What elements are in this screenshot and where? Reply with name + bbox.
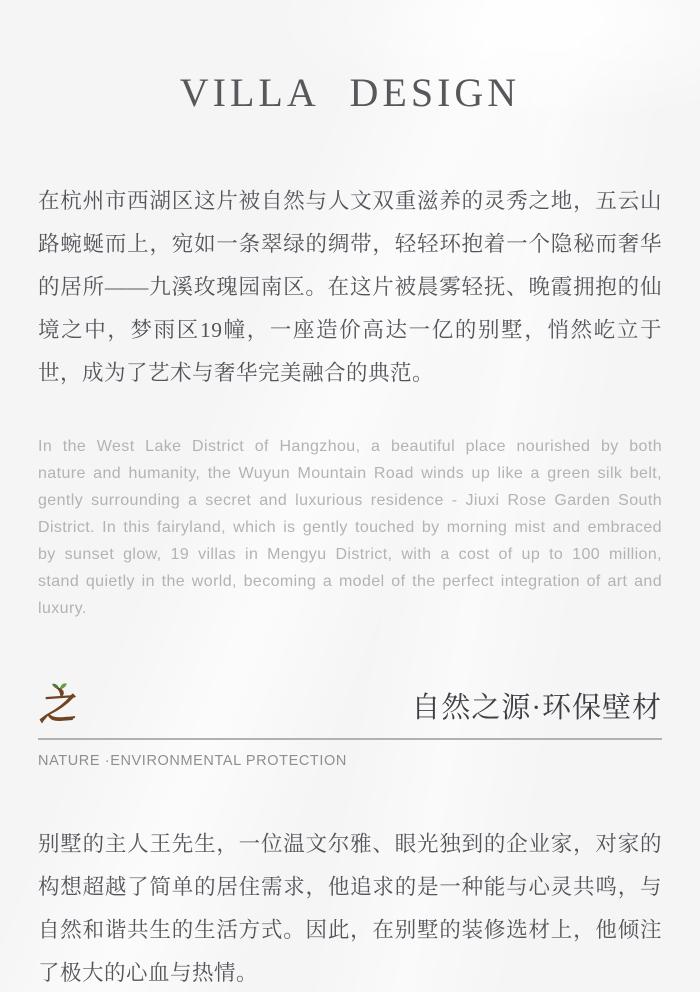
- section-title: 自然之源·环保壁材: [411, 692, 662, 724]
- calligraphy-mark: [38, 684, 75, 728]
- section-divider: [38, 738, 662, 740]
- calligraphy-glyph: 之: [36, 682, 77, 730]
- section-subtitle: NATURE ·ENVIRONMENTAL PROTECTION: [38, 753, 347, 769]
- section-header: [38, 684, 662, 728]
- page-title: VILLA DESIGN: [179, 70, 521, 115]
- intro-paragraph-zh: 在杭州市西湖区这片被自然与人文双重滋养的灵秀之地，五云山路蜿蜒而上，宛如一条翠绿的绸带，轻轻环抱着一个隐秘而奢华的居所——九溪玫瑰园南区。在这片被晨雾轻抚、晚霞拥抱的仙境之中，梦雨区19幢，一座造价高达一亿的别墅，悄然屹立于世，成为了艺术与奢华完美融合的典范。: [38, 189, 662, 385]
- intro-paragraph-en: In the West Lake District of Hangzhou, a beautiful place nourished by both nature and humanity, the Wuyun Mountain Road winds up like a green silk belt, gently surrounding a secret and luxurious residence - Jiuxi Rose Garden South District. In this fairyland, which is gently touched by morning mist and embraced by sunset glow, 19 villas in Mengyu District, with a cost of up to 100 million, stand quietly in the world, becoming a model of the perfect integration of art and luxury.: [38, 438, 662, 617]
- body-paragraph-zh: 别墅的主人王先生，一位温文尔雅、眼光独到的企业家，对家的构想超越了简单的居住需求，他追求的是一种能与心灵共鸣，与自然和谐共生的生活方式。因此，在别墅的装修选材上，他倾注了极大的心血与热情。: [38, 832, 662, 985]
